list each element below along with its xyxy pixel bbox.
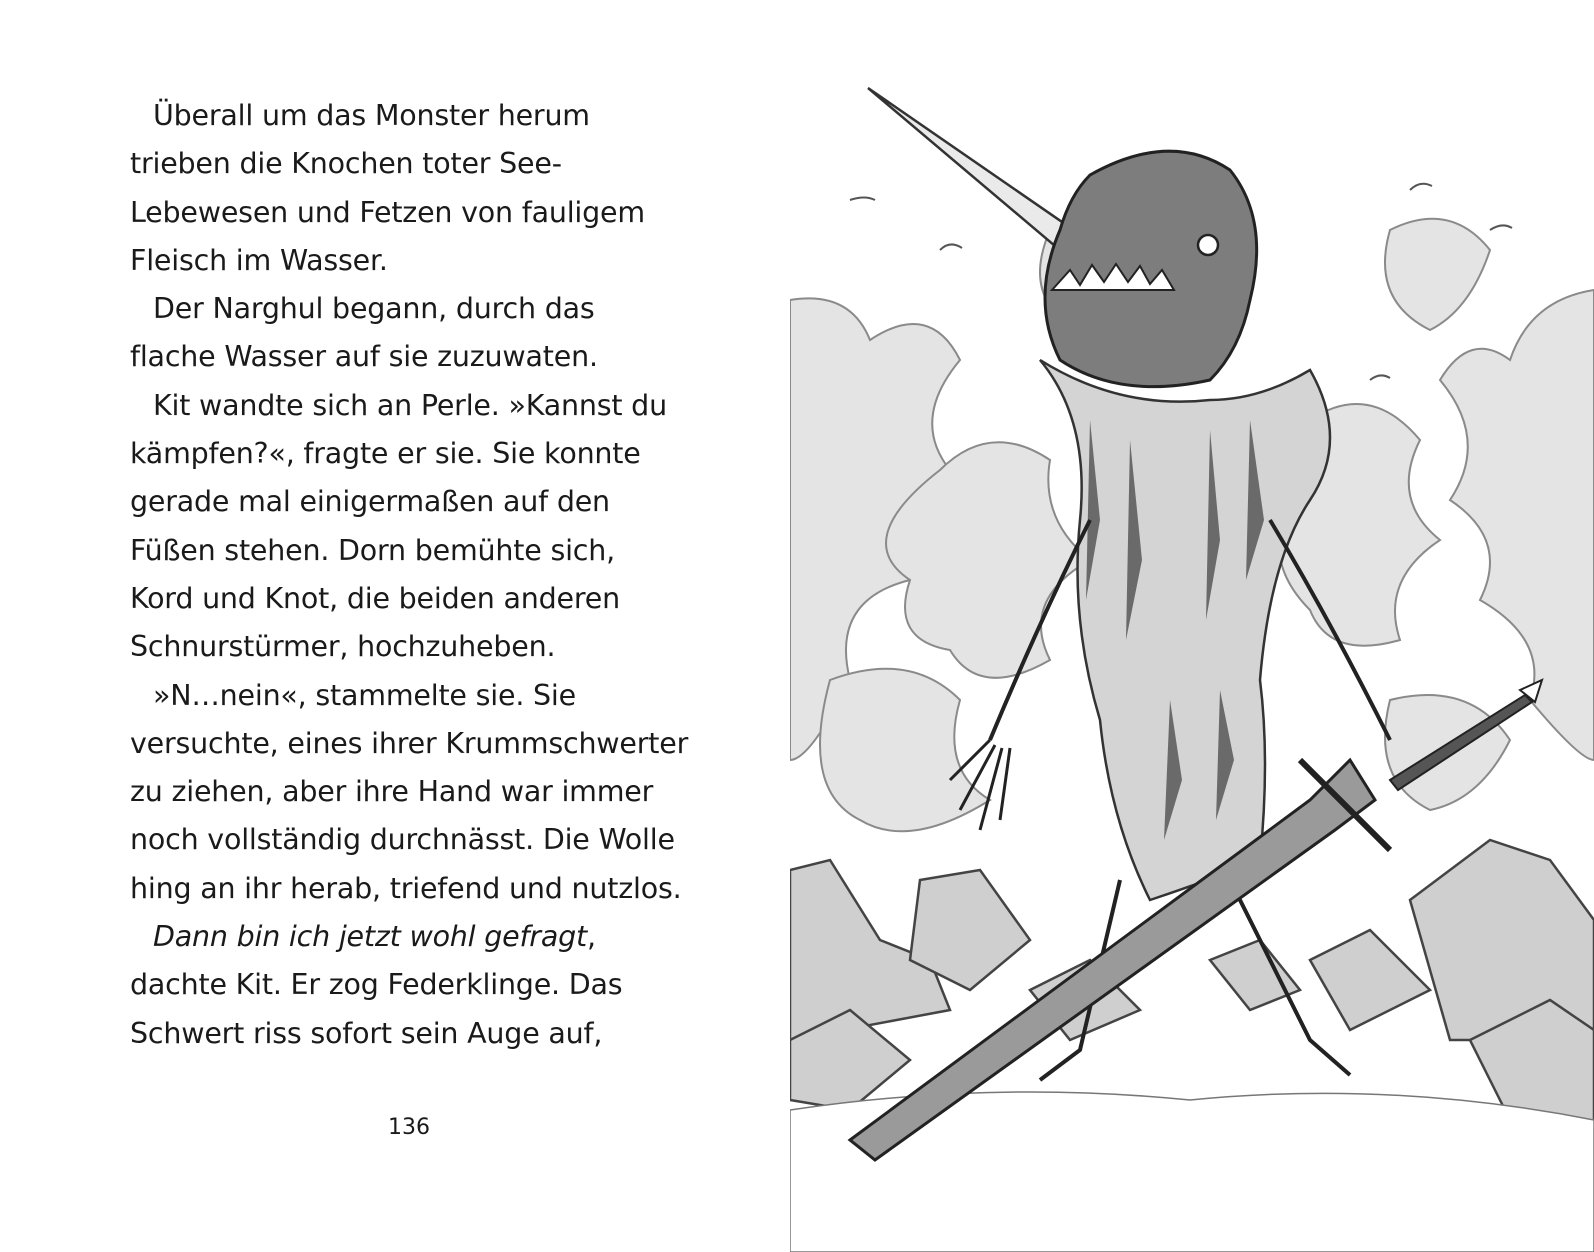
text-fragment: ,: [586, 920, 596, 954]
text-line: Schnurstürmer, hochzuheben.: [130, 630, 556, 664]
body-text: [130, 92, 730, 1058]
text-line: trieben die Knochen toter See-: [130, 147, 562, 181]
narwhal-monster-illustration: [790, 0, 1594, 1252]
text-line: dachte Kit. Er zog Federklinge. Das: [130, 968, 623, 1002]
text-line: gerade mal einigermaßen auf den: [130, 485, 610, 519]
text-line: Kord und Knot, die beiden anderen: [130, 581, 620, 615]
text-line: Lebewesen und Fetzen von fauligem: [130, 195, 645, 229]
text-line: kämpfen?«, fragte er sie. Sie konnte: [130, 437, 641, 471]
text-line: Schwert riss sofort sein Auge auf,: [130, 1016, 603, 1050]
text-line: versuchte, eines ihrer Krummschwerter: [130, 726, 689, 760]
text-line: flache Wasser auf sie zuzuwaten.: [130, 340, 598, 374]
text-line: Überall um das Monster herum: [153, 99, 590, 132]
monster-drawing: [790, 0, 1594, 1252]
text-page: [0, 0, 780, 1252]
text-line: hing an ihr herab, triefend und nutzlos.: [130, 871, 682, 905]
text-line: »N…nein«, stammelte sie. Sie: [153, 678, 576, 712]
text-line: Füßen stehen. Dorn bemühte sich,: [130, 533, 616, 567]
text-line: [130, 913, 730, 961]
text-line: Fleisch im Wasser.: [130, 243, 388, 277]
italic-thought: Dann bin ich jetzt wohl gefragt: [153, 920, 587, 954]
page-number: 136: [388, 1115, 430, 1140]
text-line: noch vollständig durchnässt. Die Wolle: [130, 823, 675, 857]
text-line: Kit wandte sich an Perle. »Kannst du: [153, 388, 667, 422]
text-line: zu ziehen, aber ihre Hand war immer: [130, 775, 654, 809]
text-line: Der Narghul begann, durch das: [153, 292, 595, 326]
